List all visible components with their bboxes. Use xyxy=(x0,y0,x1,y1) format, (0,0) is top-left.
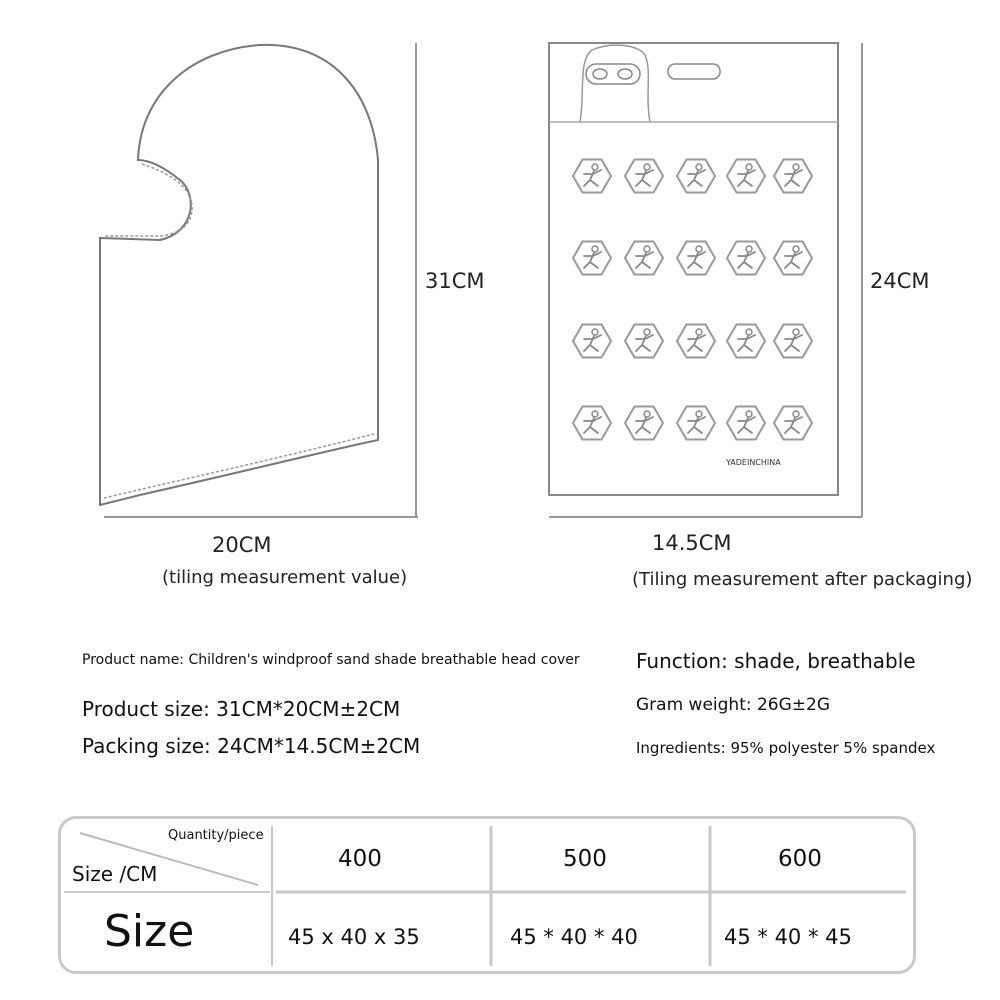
package-width-label: 14.5CM xyxy=(652,531,732,555)
mask-caption: (tiling measurement value) xyxy=(162,567,408,588)
made-in-label: YADEINCHINA xyxy=(726,458,781,467)
ingredients: Ingredients: 95% polyester 5% spandex xyxy=(636,739,936,757)
header-quantity: Quantity/piece xyxy=(168,828,264,843)
product-size: Product size: 31CM*20CM±2CM xyxy=(82,697,401,721)
quantity-400: 400 xyxy=(338,846,382,872)
size-value-500: 45 * 40 * 40 xyxy=(510,925,638,949)
quantity-600: 600 xyxy=(778,846,822,872)
packing-size: Packing size: 24CM*14.5CM±2CM xyxy=(82,734,421,758)
package-height-label: 24CM xyxy=(870,269,930,293)
row-label-size: Size xyxy=(104,906,195,957)
gram-weight: Gram weight: 26G±2G xyxy=(636,695,831,715)
size-value-400: 45 x 40 x 35 xyxy=(288,925,420,949)
mask-height-label: 31CM xyxy=(425,269,485,293)
size-value-600: 45 * 40 * 45 xyxy=(724,925,852,949)
product-name: Product name: Children's windproof sand shade breathable head cover xyxy=(82,652,580,668)
function: Function: shade, breathable xyxy=(636,649,916,673)
package-caption: (Tiling measurement after packaging) xyxy=(632,569,973,590)
quantity-500: 500 xyxy=(563,846,607,872)
header-size: Size /CM xyxy=(72,862,158,886)
mask-width-label: 20CM xyxy=(212,533,272,557)
